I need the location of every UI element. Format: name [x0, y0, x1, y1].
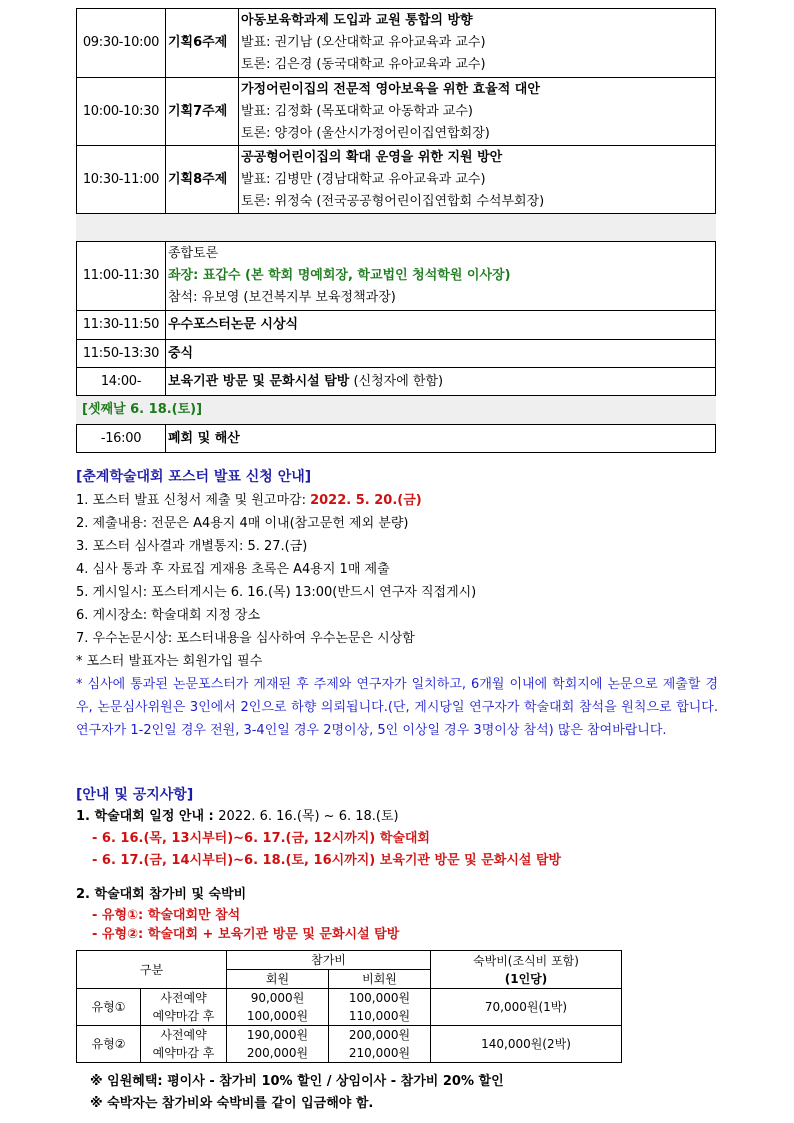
info-section [76, 784, 718, 944]
table-row [77, 311, 716, 340]
table-header-row [77, 951, 622, 970]
session-title: 가정어린이집의 전문적 영아보육을 위한 효율적 대안 [241, 81, 540, 97]
fee-table [76, 950, 622, 1063]
fee-type: 유형① [77, 989, 141, 1026]
table-row [77, 9, 716, 78]
session-label: 기획6주제 [166, 9, 239, 78]
table-row [77, 146, 716, 214]
fee-period: 예약마감 후 [141, 1044, 227, 1063]
presenter: 발표: 권기남 (오산대학교 유아교육과 교수) [241, 35, 486, 50]
poster-item: 2. 제출내용: 전문은 A4용지 4매 이내(참고문헌 제외 분량) [76, 516, 409, 531]
lodging-fee: 70,000원(1박) [431, 989, 622, 1026]
session-label: 기획8주제 [166, 146, 239, 214]
schedule-table-afternoon [76, 241, 716, 396]
poster-item: 6. 게시장소: 학술대회 지정 장소 [76, 608, 261, 623]
schedule-info-value: 2022. 6. 16.(목) ~ 6. 18.(토) [218, 809, 399, 824]
lodging-fee: 140,000원(2박) [431, 1026, 622, 1063]
note-item: ※ 숙박자는 참가비와 숙박비를 같이 입금해야 함. [90, 1096, 374, 1111]
poster-item [76, 489, 718, 512]
session-title: 폐회 및 해산 [166, 425, 716, 453]
poster-item: 5. 게시일시: 포스터게시는 6. 16.(목) 13:00(반드시 연구자 직접게시) [76, 585, 477, 600]
fee-period: 사전예약 [141, 989, 227, 1008]
note-item: ※ 임원혜택: 평이사 - 참가비 10% 할인 / 상임이사 - 참가비 20% 할인 [90, 1074, 504, 1089]
session-time: 09:30-10:00 [77, 9, 166, 78]
deadline-date: 2022. 5. 20.(금) [310, 493, 422, 508]
poster-item-text: 1. 포스터 발표 신청서 제출 및 원고마감: [76, 493, 311, 508]
day3-band [76, 396, 716, 424]
session-time: 11:50-13:30 [77, 340, 166, 368]
fee-period: 예약마감 후 [141, 1007, 227, 1026]
session-time: 11:30-11:50 [77, 311, 166, 340]
session-content [239, 78, 716, 146]
session-title: 공공형어린이집의 확대 운영을 위한 지원 방안 [241, 149, 503, 165]
session-title: 아동보육학과제 도입과 교원 통합의 방향 [241, 13, 473, 28]
table-row [77, 78, 716, 146]
member-fee: 100,000원 [227, 1007, 329, 1026]
table-row [77, 989, 622, 1008]
header-fee: 참가비 [227, 951, 431, 970]
nonmember-fee: 100,000원 [329, 989, 431, 1008]
presenter: 발표: 김정화 (목포대학교 아동학과 교수) [241, 103, 473, 119]
fee-type: 유형② [77, 1026, 141, 1063]
nonmember-fee: 200,000원 [329, 1026, 431, 1045]
fee-info-label: 2. 학술대회 참가비 및 숙박비 [76, 887, 247, 902]
session-content [239, 146, 716, 214]
session-content [239, 9, 716, 78]
schedule-info-item: - 6. 17.(금, 14시부터)~6. 18.(토, 16시까지) 보육기관 방문 및 문화시설 탐방 [92, 853, 562, 868]
header-member: 회원 [227, 970, 329, 989]
header-lodging [431, 951, 622, 989]
header-lodging-text: 숙박비(조식비 포함) [473, 953, 579, 968]
nonmember-fee: 210,000원 [329, 1044, 431, 1063]
member-fee: 190,000원 [227, 1026, 329, 1045]
session-time: 10:30-11:00 [77, 146, 166, 214]
header-category: 구분 [77, 951, 227, 989]
table-row [77, 425, 716, 453]
fee-type-item: - 유형②: 학술대회 + 보육기관 방문 및 문화시설 탐방 [92, 927, 400, 942]
member-fee: 90,000원 [227, 989, 329, 1008]
fee-type-item: - 유형①: 학술대회만 참석 [92, 908, 241, 923]
poster-notice: * 심사에 통과된 논문포스터가 게재된 후 주제와 연구자가 일치하고, 6개월 이내에 학회지에 논문으로 제출할 경우, 논문심사위원은 3인에서 2인으로 하향 의뢰됩니다.(단, 게시당일 연구자가 학술대회 참석을 원칙으로 합니다. 연구자가 1-2인일 경우 전원, 3-4인일 경우 2명이상, 5인 이상일 경우 3명이상 참석) 많은 참여바랍니다. [76, 677, 718, 738]
header-nonmember: 비회원 [329, 970, 431, 989]
table-row [77, 368, 716, 396]
poster-item: 3. 포스터 심사결과 개별통지: 5. 27.(금) [76, 539, 308, 554]
table-row [77, 242, 716, 311]
separator-band [76, 214, 716, 241]
table-row [77, 1026, 622, 1045]
nonmember-fee: 110,000원 [329, 1007, 431, 1026]
discussant: 토론: 김은경 (동국대학교 유아교육과 교수) [241, 57, 486, 72]
session-time: 11:00-11:30 [77, 242, 166, 311]
day3-header: [셋째날 6. 18.(토)] [82, 402, 203, 417]
session-time: 10:00-10:30 [77, 78, 166, 146]
header-lodging-unit: (1인당) [504, 971, 548, 986]
session-title: 중식 [166, 340, 716, 368]
poster-title: [춘계학술대회 포스터 발표 신청 안내] [76, 469, 312, 485]
schedule-table-sessions [76, 8, 716, 214]
chair: 좌장: 표갑수 (본 학회 명예회장, 학교법인 청석학원 이사장) [168, 268, 511, 283]
table-row [77, 340, 716, 368]
session-time: 14:00- [77, 368, 166, 396]
discussant: 토론: 양경아 (울산시가정어린이집연합회장) [241, 125, 490, 141]
session-content [166, 368, 716, 396]
poster-section [76, 466, 718, 742]
member-fee: 200,000원 [227, 1044, 329, 1063]
session-title: 우수포스터논문 시상식 [166, 311, 716, 340]
session-content [166, 242, 716, 311]
session-note: (신청자에 한함) [349, 373, 444, 389]
discussant: 토론: 위정숙 (전국공공형어린이집연합회 수석부회장) [241, 193, 545, 209]
poster-item: 7. 우수논문시상: 포스터내용을 심사하여 우수논문은 시상함 [76, 631, 415, 646]
schedule-info [76, 806, 718, 828]
session-time: -16:00 [77, 425, 166, 453]
notes [90, 1071, 504, 1115]
attendee: 참석: 유보영 (보건복지부 보육정책과장) [168, 290, 396, 305]
schedule-info-item: - 6. 16.(목, 13시부터)~6. 17.(금, 12시까지) 학술대회 [92, 831, 430, 846]
session-title: 종합토론 [168, 246, 219, 261]
presenter: 발표: 김병만 (경남대학교 유아교육과 교수) [241, 171, 486, 187]
fee-period: 사전예약 [141, 1026, 227, 1045]
schedule-table-day3 [76, 424, 716, 453]
poster-item: * 포스터 발표자는 회원가입 필수 [76, 654, 263, 669]
poster-item: 4. 심사 통과 후 자료집 게재용 초록은 A4용지 1매 제출 [76, 562, 390, 577]
schedule-info-label: 1. 학술대회 일정 안내 : [76, 809, 219, 824]
session-label: 기획7주제 [166, 78, 239, 146]
session-title: 보육기관 방문 및 문화시설 탐방 [168, 373, 350, 389]
info-title: [안내 및 공지사항] [76, 787, 194, 803]
